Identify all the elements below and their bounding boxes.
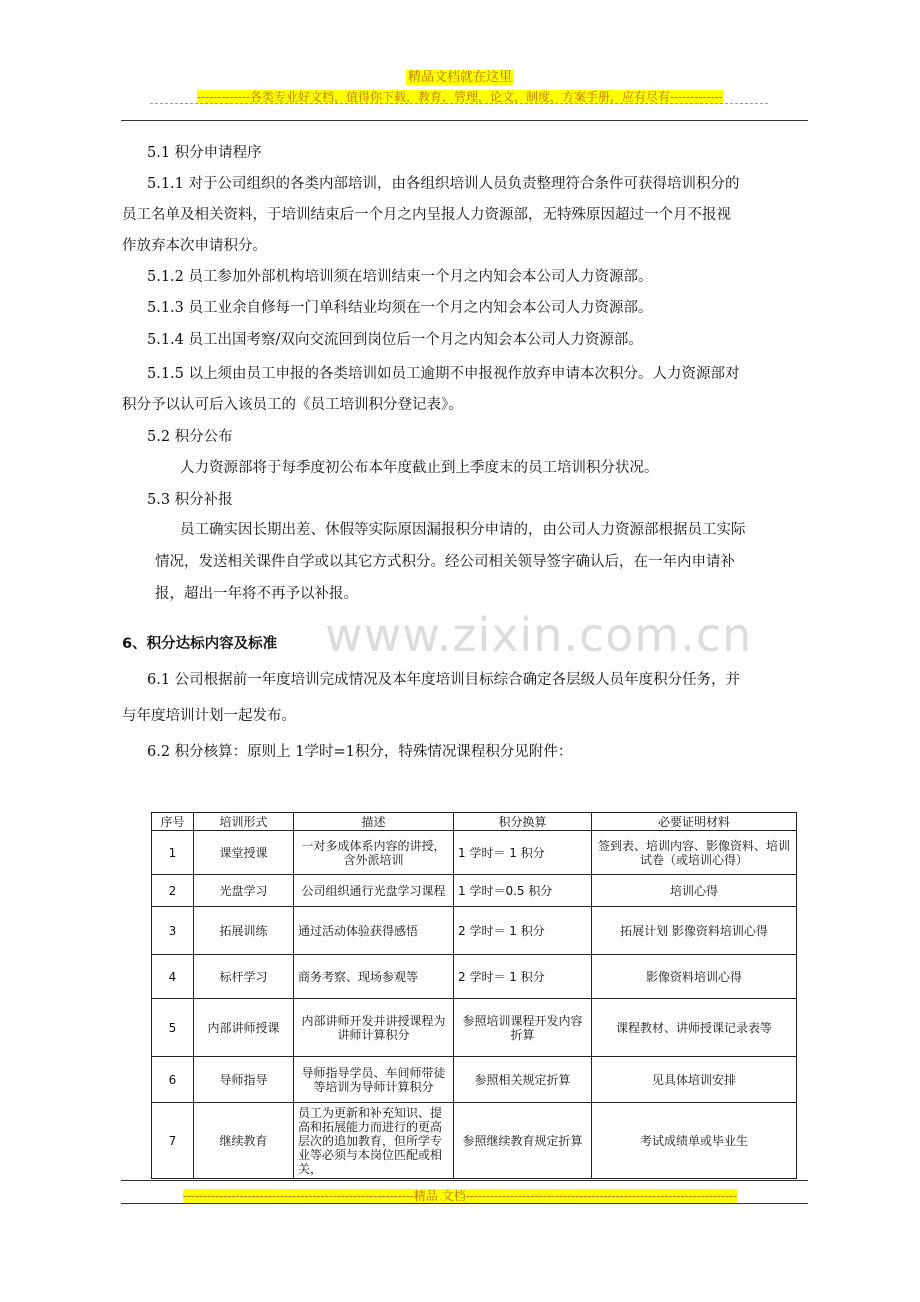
credit-table xyxy=(151,812,797,1179)
paragraph-5-3-line1: 员工确实因长期出差、休假等实际原因漏报积分申请的，由公司人力资源部根据员工实际 xyxy=(180,522,746,538)
paragraph-5-2: 人力资源部将于每季度初公布本年度截止到上季度末的员工培训积分状况。 xyxy=(180,460,659,476)
section-5-1-title: 5.1 积分申请程序 xyxy=(147,145,262,161)
table-header-cell: 必要证明材料 xyxy=(592,813,797,831)
table-cell: 1 xyxy=(152,831,194,875)
table-cell: 拓展计划 影像资料培训心得 xyxy=(592,907,797,955)
paragraph-5-1-4: 5.1.4 员工出国考察/双向交流回到岗位后一个月之内知会本公司人力资源部。 xyxy=(147,332,643,348)
table-cell: 标杆学习 xyxy=(194,955,294,999)
footer-rule-bottom xyxy=(121,1203,808,1204)
table-cell: 拓展训练 xyxy=(194,907,294,955)
table-cell: 2 xyxy=(152,875,194,907)
table-cell: 参照培训课程开发内容折算 xyxy=(454,999,592,1057)
paragraph-6-2: 6.2 积分核算：原则上 1学时=1积分，特殊情况课程积分见附件： xyxy=(147,744,573,760)
watermark: www.zixin.com.cn xyxy=(325,608,753,662)
table-cell: 课堂授课 xyxy=(194,831,294,875)
table-cell: 课程教材、讲师授课记录表等 xyxy=(592,999,797,1057)
table-cell: 继续教育 xyxy=(194,1103,294,1179)
table-header-cell: 积分换算 xyxy=(454,813,592,831)
paragraph-5-1-2: 5.1.2 员工参加外部机构培训须在培训结束一个月之内知会本公司人力资源部。 xyxy=(147,269,653,285)
table-header-cell: 序号 xyxy=(152,813,194,831)
paragraph-6-1-line2: 与年度培训计划一起发布。 xyxy=(122,708,296,724)
section-6-heading: 6、积分达标内容及标准 xyxy=(122,636,278,652)
table-header-cell: 描述 xyxy=(294,813,454,831)
table-cell: 光盘学习 xyxy=(194,875,294,907)
table-cell: 5 xyxy=(152,999,194,1057)
header-rule xyxy=(121,120,808,121)
table-cell: 通过活动体验获得感悟 xyxy=(294,907,454,955)
header-banner: -------------各类专业好文档，值得你下载，教育，管理，论文，制度，方案手册，应有尽有------------- xyxy=(197,90,723,104)
table-cell: 3 xyxy=(152,907,194,955)
section-5-3-title: 5.3 积分补报 xyxy=(147,492,233,508)
table-row xyxy=(152,999,797,1057)
table-cell: 导师指导学员、车间师带徒等培训为导师计算积分 xyxy=(294,1057,454,1103)
table-cell: 见具体培训安排 xyxy=(592,1057,797,1103)
paragraph-6-1-line1: 6.1 公司根据前一年度培训完成情况及本年度培训目标综合确定各层级人员年度积分任务，并 xyxy=(147,672,741,688)
table-cell: 影像资料培训心得 xyxy=(592,955,797,999)
paragraph-5-1-1-line1: 5.1.1 对于公司组织的各类内部培训，由各组织培训人员负责整理符合条件可获得培训积分的 xyxy=(147,176,740,192)
table-header-row xyxy=(152,813,797,831)
footer-rule-top xyxy=(121,1180,808,1181)
table-cell: 内部讲师授课 xyxy=(194,999,294,1057)
table-cell: 参照继续教育规定折算 xyxy=(454,1103,592,1179)
table-cell: 导师指导 xyxy=(194,1057,294,1103)
table-cell: 参照相关规定折算 xyxy=(454,1057,592,1103)
paragraph-5-1-5-line1: 5.1.5 以上须由员工申报的各类培训如员工逾期不申报视作放弃申请本次积分。人力资源部对 xyxy=(147,366,740,382)
table-row xyxy=(152,831,797,875)
table-cell: 考试成绩单或毕业生 xyxy=(592,1103,797,1179)
table-row xyxy=(152,907,797,955)
paragraph-5-1-3: 5.1.3 员工业余自修每一门单科结业均须在一个月之内知会本公司人力资源部。 xyxy=(147,300,653,316)
table-row xyxy=(152,1103,797,1179)
table-cell: 商务考察、现场参观等 xyxy=(294,955,454,999)
paragraph-5-1-5-line2: 积分予以认可后入该员工的《员工培训积分登记表》。 xyxy=(122,397,463,413)
table-header-cell: 培训形式 xyxy=(194,813,294,831)
paragraph-5-1-1-line3: 作放弃本次申请积分。 xyxy=(122,238,267,254)
table-cell: 培训心得 xyxy=(592,875,797,907)
table-cell: 公司组织通行光盘学习课程 xyxy=(294,875,454,907)
table-cell: 内部讲师开发并讲授课程为讲师计算积分 xyxy=(294,999,454,1057)
header-dashed-line xyxy=(150,103,768,104)
table-cell: 签到表、培训内容、影像资料、培训试卷（或培训心得） xyxy=(592,831,797,875)
table-row xyxy=(152,955,797,999)
table-cell: 一对多成体系内容的讲授，含外派培训 xyxy=(294,831,454,875)
table-row xyxy=(152,875,797,907)
paragraph-5-3-line2: 情况，发送相关课件自学或以其它方式积分。经公司相关领导签字确认后，在一年内申请补 xyxy=(155,554,735,570)
table-cell: 7 xyxy=(152,1103,194,1179)
table-cell: 6 xyxy=(152,1057,194,1103)
table-row xyxy=(152,1057,797,1103)
footer-banner: ---------------------------------------------------------精品 文档------------------------------------------------------------------- xyxy=(182,1189,738,1203)
header-title: 精品文档就在这里 xyxy=(407,70,512,85)
table-cell: 2 学时＝ 1 积分 xyxy=(454,955,592,999)
paragraph-5-1-1-line2: 员工名单及相关资料，于培训结束后一个月之内呈报人力资源部，无特殊原因超过一个月不报视 xyxy=(122,207,731,223)
table-cell: 员工为更新和补充知识、提高和拓展能力而进行的更高层次的追加教育，但所学专业等必须与本岗位匹配或相关， xyxy=(294,1103,454,1179)
table-cell: 1 学时＝ 1 积分 xyxy=(454,831,592,875)
section-5-2-title: 5.2 积分公布 xyxy=(147,429,233,445)
table-cell: 2 学时＝ 1 积分 xyxy=(454,907,592,955)
table-cell: 4 xyxy=(152,955,194,999)
table-cell: 1 学时＝0.5 积分 xyxy=(454,875,592,907)
paragraph-5-3-line3: 报，超出一年将不再予以补报。 xyxy=(155,586,358,602)
